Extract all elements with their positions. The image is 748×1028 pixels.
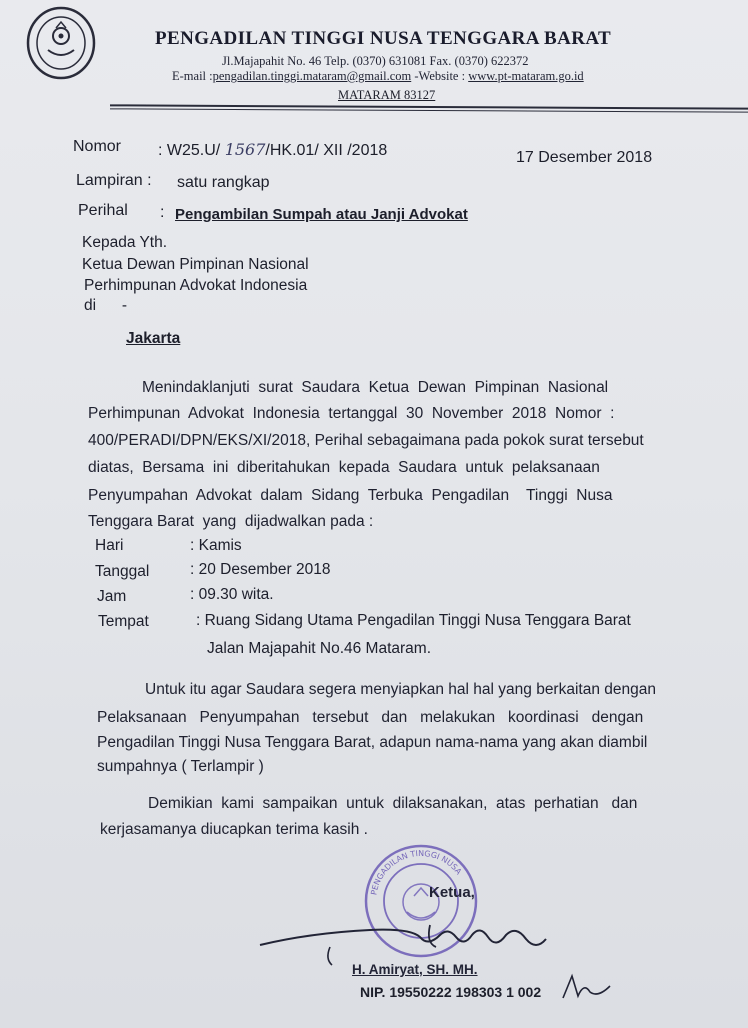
paragraph-1-line: diatas, Bersama ini diberitahukan kepada Saudara untuk pelaksanaan — [88, 459, 600, 476]
recipient-line-3: Perhimpunan Advokat Indonesia — [84, 277, 308, 294]
recipient-line-4: di - — [84, 297, 128, 314]
svg-text:PENGADILAN TINGGI NUSA: PENGADILAN TINGGI NUSA — [369, 848, 464, 896]
perihal-colon: : — [160, 204, 165, 221]
city-zip: MATARAM 83127 — [338, 88, 436, 102]
paraf-initial — [558, 968, 618, 1008]
jam-value: : 09.30 wita. — [190, 586, 274, 603]
jam-label: Jam — [97, 588, 127, 605]
paragraph-1-line: Perhimpunan Advokat Indonesia tertanggal 30 November 2018 Nomor : — [88, 405, 615, 422]
paragraph-2-line: sumpahnya ( Terlampir ) — [97, 758, 264, 775]
paragraph-3-line: kerjasamanya diucapkan terima kasih . — [100, 821, 368, 838]
tempat-label: Tempat — [98, 613, 149, 630]
lampiran-value: satu rangkap — [177, 174, 270, 191]
tanggal-value: : 20 Desember 2018 — [190, 561, 331, 578]
paragraph-1-line: Penyumpahan Advokat dalam Sidang Terbuka Pengadilan Tinggi Nusa — [88, 487, 613, 504]
paragraph-1-line: Menindaklanjuti surat Saudara Ketua Dewan Pimpinan Nasional — [142, 379, 609, 396]
letter-date: 17 Desember 2018 — [516, 149, 653, 166]
court-emblem-icon — [26, 6, 96, 80]
nomor-prefix: : W25.U/ — [158, 142, 225, 159]
paragraph-3-line: Demikian kami sampaikan untuk dilaksanakan, atas perhatian dan — [148, 795, 638, 812]
signatory-nip: NIP. 19550222 198303 1 002 — [360, 984, 542, 1000]
email-link[interactable]: pengadilan.tinggi.mataram@gmail.com — [212, 69, 412, 83]
contact-line — [172, 69, 584, 84]
website-link[interactable]: www.pt-mataram.go.id — [468, 69, 584, 83]
tanggal-label: Tanggal — [95, 563, 150, 580]
nomor-handwritten: 1567 — [224, 140, 266, 159]
perihal-value: Pengambilan Sumpah atau Janji Advokat — [175, 206, 468, 223]
signatory-title: Ketua, — [429, 884, 475, 901]
recipient-line-2: Ketua Dewan Pimpinan Nasional — [82, 256, 309, 273]
paragraph-1-line: 400/PERADI/DPN/EKS/XI/2018, Perihal sebagaimana pada pokok surat tersebut — [88, 432, 644, 449]
court-name-heading: PENGADILAN TINGGI NUSA TENGGARA BARAT — [155, 28, 612, 49]
paragraph-1-line: Tenggara Barat yang dijadwalkan pada : — [88, 513, 374, 530]
recipient-city: Jakarta — [126, 330, 181, 347]
nomor-suffix: /HK.01/ XII /2018 — [265, 142, 388, 159]
recipient-salutation: Kepada Yth. — [82, 234, 168, 251]
paragraph-2-line: Pengadilan Tinggi Nusa Tenggara Barat, adapun nama-nama yang akan diambil — [97, 734, 648, 751]
hari-label: Hari — [95, 537, 124, 554]
signatory-name: H. Amiryat, SH. MH. — [352, 962, 478, 977]
perihal-label: Perihal — [78, 202, 128, 219]
website-label: -Website : — [411, 69, 469, 83]
court-address: Jl.Majapahit No. 46 Telp. (0370) 631081 Fax. (0370) 622372 — [222, 54, 529, 68]
nomor-label: Nomor — [73, 138, 122, 155]
nomor-value — [158, 140, 387, 160]
paragraph-2-line: Untuk itu agar Saudara segera menyiapkan hal hal yang berkaitan dengan — [145, 681, 656, 698]
tempat-value-line-2: Jalan Majapahit No.46 Mataram. — [207, 640, 432, 657]
hari-value: : Kamis — [190, 537, 242, 554]
email-label: E-mail : — [172, 69, 213, 83]
lampiran-label: Lampiran : — [76, 172, 152, 189]
paragraph-2-line: Pelaksanaan Penyumpahan tersebut dan melakukan koordinasi dengan — [97, 709, 644, 726]
tempat-value: : Ruang Sidang Utama Pengadilan Tinggi Nusa Tenggara Barat — [196, 612, 631, 629]
